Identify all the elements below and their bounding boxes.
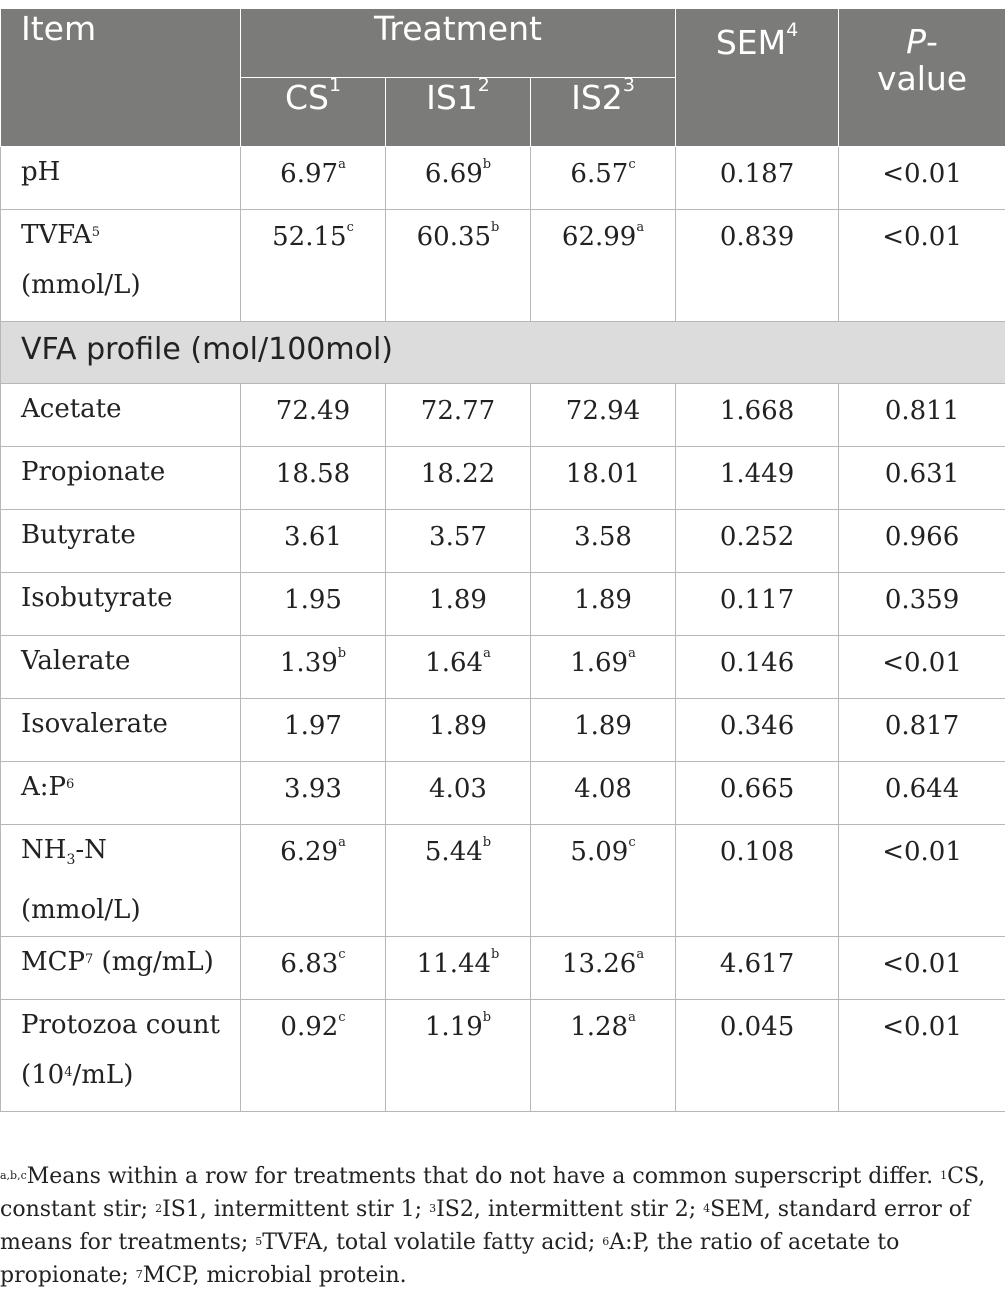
cell-p: <0.01	[839, 937, 1005, 1000]
footnote-text: CS, constant stir;	[0, 1164, 986, 1222]
table-row	[1, 510, 1005, 573]
header-item: Item	[1, 9, 241, 147]
label-unit: (10	[21, 1060, 65, 1091]
cell-p: <0.01	[839, 210, 1005, 322]
cell-is1: 3.57	[386, 510, 531, 573]
cell-is1	[386, 210, 531, 322]
footnote-sup: 3	[429, 1202, 437, 1215]
superscript: a	[636, 947, 645, 963]
row-label	[1, 937, 241, 1000]
cell-sem: 0.665	[676, 762, 839, 825]
table-row	[1, 1000, 1005, 1112]
value: 6.97	[280, 159, 339, 189]
superscript: a	[483, 646, 491, 661]
cell-p: <0.01	[839, 636, 1005, 699]
superscript: c	[628, 835, 636, 850]
cell-p: <0.01	[839, 147, 1005, 210]
footnote-text: A:P, the ratio of acetate to propionate;	[0, 1230, 900, 1288]
cell-p: 0.359	[839, 573, 1005, 636]
cell-cs	[241, 147, 386, 210]
footnote-sup: a,b,c	[0, 1169, 27, 1182]
cell-p: 0.631	[839, 447, 1005, 510]
cell-cs	[241, 1000, 386, 1112]
value: 5.44	[424, 837, 483, 867]
cell-sem: 0.839	[676, 210, 839, 322]
cell-is2	[531, 210, 676, 322]
header-is1	[386, 74, 531, 147]
label-unit-suffix: /mL)	[72, 1060, 134, 1091]
cell-sem: 0.146	[676, 636, 839, 699]
footnote-sup: 1	[940, 1169, 948, 1182]
superscript: c	[338, 1010, 346, 1026]
value: 1.39	[279, 648, 338, 678]
superscript: a	[628, 646, 636, 661]
cell-p: <0.01	[839, 825, 1005, 937]
header-cs-label: CS	[284, 78, 329, 117]
cell-is2	[531, 147, 676, 210]
superscript: b	[491, 220, 500, 235]
header-treatment: Treatment	[241, 9, 676, 78]
row-label: Isobutyrate	[1, 573, 241, 636]
cell-is2: 4.08	[531, 762, 676, 825]
cell-is1	[386, 825, 531, 937]
cell-p: 0.817	[839, 699, 1005, 762]
row-label: pH	[1, 147, 241, 210]
superscript: c	[628, 157, 636, 172]
row-label	[1, 210, 241, 322]
header-is1-label: IS1	[426, 78, 478, 117]
value: 13.26	[561, 949, 637, 980]
label-text: TVFA	[21, 220, 92, 250]
results-table	[0, 8, 1005, 1112]
table-row	[1, 636, 1005, 699]
value: 1.64	[425, 648, 484, 678]
cell-is1: 1.89	[386, 699, 531, 762]
cell-sem: 0.108	[676, 825, 839, 937]
table-row	[1, 937, 1005, 1000]
superscript: 4	[64, 1065, 73, 1081]
value: 6.83	[280, 949, 339, 980]
value: 0.92	[280, 1012, 339, 1043]
header-sem	[676, 9, 839, 147]
cell-p: <0.01	[839, 1000, 1005, 1112]
cell-sem: 0.187	[676, 147, 839, 210]
label-unit: (mg/mL)	[93, 947, 214, 978]
header-p-dash: -	[926, 22, 938, 61]
footnote-text: IS1, intermittent stir 1;	[162, 1197, 430, 1222]
cell-cs: 3.61	[241, 510, 386, 573]
superscript: b	[482, 1010, 492, 1026]
cell-cs: 3.93	[241, 762, 386, 825]
label-text-suffix: -N	[75, 835, 107, 865]
superscript: a	[628, 1010, 636, 1026]
header-p-value	[839, 9, 1005, 147]
section-title: VFA profile (mol/100mol)	[1, 322, 1005, 384]
footnote-text: SEM, standard error of means for treatments;	[0, 1197, 971, 1255]
superscript: b	[491, 947, 500, 963]
row-label: Isovalerate	[1, 699, 241, 762]
header-cs-sup: 1	[328, 74, 342, 96]
row-label: Valerate	[1, 636, 241, 699]
header-p-italic: P	[906, 22, 927, 61]
cell-cs	[241, 937, 386, 1000]
value: 62.99	[561, 222, 637, 252]
value: 11.44	[416, 949, 492, 980]
cell-sem: 0.252	[676, 510, 839, 573]
value: 52.15	[272, 222, 347, 252]
row-label: Propionate	[1, 447, 241, 510]
label-unit: (mmol/L)	[21, 895, 141, 926]
cell-sem: 4.617	[676, 937, 839, 1000]
superscript: 7	[85, 952, 94, 968]
value: 1.69	[570, 648, 629, 678]
header-p-value-word: value	[876, 59, 968, 98]
footnote-sup: 7	[135, 1268, 143, 1281]
cell-is2	[531, 1000, 676, 1112]
footnote-sup: 2	[155, 1202, 163, 1215]
superscript: 5	[91, 225, 100, 240]
cell-is1: 1.89	[386, 573, 531, 636]
cell-is2	[531, 825, 676, 937]
label-text: A:P	[21, 772, 67, 802]
cell-is1	[386, 937, 531, 1000]
label-text: Protozoa count	[21, 1010, 220, 1041]
cell-cs	[241, 210, 386, 322]
footnote-sup: 6	[602, 1235, 610, 1248]
header-sem-sup: 4	[786, 19, 799, 41]
cell-p: 0.966	[839, 510, 1005, 573]
cell-is1: 4.03	[386, 762, 531, 825]
cell-sem: 0.045	[676, 1000, 839, 1112]
cell-is1	[386, 1000, 531, 1112]
subscript: 3	[66, 852, 76, 869]
value: 1.19	[424, 1012, 483, 1043]
cell-cs	[241, 825, 386, 937]
value: 6.29	[280, 837, 339, 867]
cell-sem: 1.449	[676, 447, 839, 510]
value: 60.35	[416, 222, 492, 252]
cell-cs: 18.58	[241, 447, 386, 510]
table-row	[1, 699, 1005, 762]
table-row	[1, 210, 1005, 322]
header-is2	[531, 74, 676, 147]
cell-is1: 18.22	[386, 447, 531, 510]
cell-sem: 0.117	[676, 573, 839, 636]
cell-is2: 1.89	[531, 699, 676, 762]
cell-is2: 3.58	[531, 510, 676, 573]
footnote-text: MCP, microbial protein.	[142, 1263, 407, 1288]
cell-is2: 18.01	[531, 447, 676, 510]
footnote-text: TVFA, total volatile fatty acid;	[262, 1230, 603, 1255]
superscript: b	[337, 646, 347, 661]
footnote-sup: 5	[255, 1235, 263, 1248]
cell-p: 0.811	[839, 384, 1005, 447]
footnote-sup: 4	[703, 1202, 711, 1215]
footnote-text: Means within a row for treatments that do not have a common superscript differ.	[26, 1164, 941, 1189]
row-label	[1, 825, 241, 937]
row-label: Butyrate	[1, 510, 241, 573]
row-label	[1, 1000, 241, 1112]
label-text: MCP	[21, 947, 86, 978]
cell-cs: 1.95	[241, 573, 386, 636]
header-cs	[241, 74, 386, 147]
table-footnote	[0, 1160, 1000, 1292]
value: 6.69	[424, 159, 483, 189]
table-row	[1, 573, 1005, 636]
superscript: b	[482, 157, 492, 172]
value: 1.28	[570, 1012, 629, 1043]
header-is2-sup: 3	[622, 74, 635, 96]
superscript: 6	[66, 777, 75, 792]
cell-sem: 1.668	[676, 384, 839, 447]
section-row	[1, 322, 1005, 384]
cell-is1	[386, 636, 531, 699]
cell-is2	[531, 636, 676, 699]
table-row	[1, 762, 1005, 825]
cell-is1	[386, 147, 531, 210]
row-label: Acetate	[1, 384, 241, 447]
superscript: a	[636, 220, 645, 235]
cell-sem: 0.346	[676, 699, 839, 762]
table-row	[1, 384, 1005, 447]
cell-is1: 72.77	[386, 384, 531, 447]
label-unit: (mmol/L)	[21, 270, 141, 300]
table-row	[1, 447, 1005, 510]
superscript: a	[338, 157, 346, 172]
superscript: c	[338, 947, 346, 963]
cell-is2	[531, 937, 676, 1000]
header-is2-label: IS2	[571, 78, 623, 117]
footnote-text: IS2, intermittent stir 2;	[436, 1197, 704, 1222]
value: 6.57	[570, 159, 629, 189]
header-is1-sup: 2	[477, 74, 490, 96]
superscript: b	[482, 835, 492, 850]
cell-p: 0.644	[839, 762, 1005, 825]
row-label	[1, 762, 241, 825]
value: 5.09	[570, 837, 629, 867]
cell-is2: 1.89	[531, 573, 676, 636]
cell-cs: 1.97	[241, 699, 386, 762]
label-text: NH	[21, 835, 67, 865]
table-row	[1, 147, 1005, 210]
header-sem-label: SEM	[715, 23, 787, 62]
cell-is2: 72.94	[531, 384, 676, 447]
table-row	[1, 825, 1005, 937]
cell-cs: 72.49	[241, 384, 386, 447]
superscript: a	[338, 835, 346, 850]
superscript: c	[346, 220, 354, 235]
cell-cs	[241, 636, 386, 699]
